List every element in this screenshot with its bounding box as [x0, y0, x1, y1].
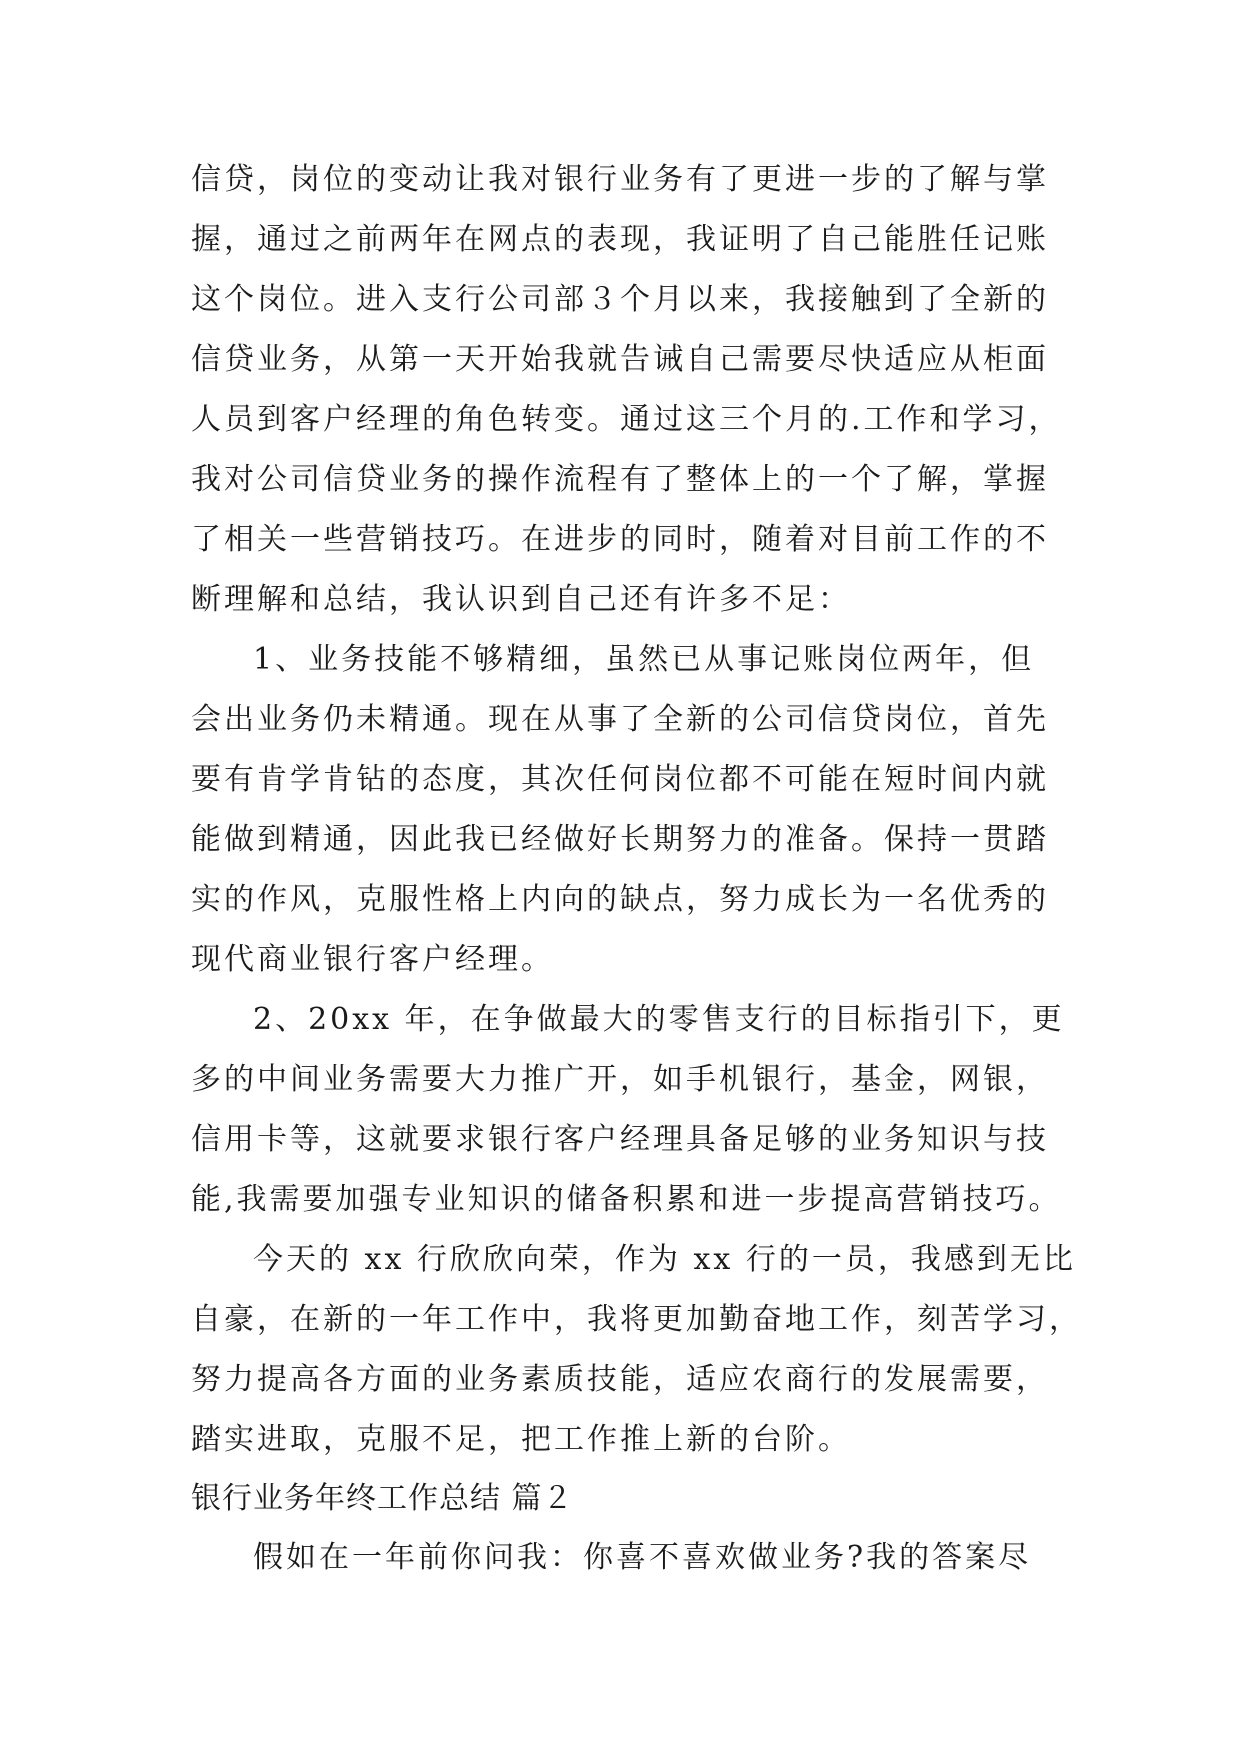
paragraph-line: 能,我需要加强专业知识的储备积累和进一步提高营销技巧。	[191, 1182, 1062, 1217]
paragraph-line: 这个岗位。进入支行公司部３个月以来，我接触到了全新的	[191, 282, 1049, 317]
paragraph-line: 信用卡等，这就要求银行客户经理具备足够的业务知识与技	[191, 1122, 1049, 1157]
paragraph-line: 踏实进取，克服不足，把工作推上新的台阶。	[191, 1422, 851, 1457]
section-heading: 银行业务年终工作总结 篇２	[191, 1481, 574, 1516]
paragraph-line: 今天的 xx 行欣欣向荣，作为 xx 行的一员，我感到无比	[253, 1242, 1076, 1277]
paragraph-line: 人员到客户经理的角色转变。通过这三个月的.工作和学习，	[191, 402, 1062, 437]
paragraph-line: 1、业务技能不够精细，虽然已从事记账岗位两年，但	[253, 642, 1035, 677]
paragraph-line: 信贷，岗位的变动让我对银行业务有了更进一步的了解与掌	[191, 162, 1049, 197]
paragraph-line: 会出业务仍未精通。现在从事了全新的公司信贷岗位，首先	[191, 702, 1049, 737]
paragraph-line: 了相关一些营销技巧。在进步的同时，随着对目前工作的不	[191, 522, 1049, 557]
paragraph-line: 断理解和总结，我认识到自己还有许多不足：	[191, 582, 851, 617]
paragraph-line: 2、20xx 年，在争做最大的零售支行的目标指引下，更	[253, 1002, 1065, 1037]
paragraph-line: 多的中间业务需要大力推广开，如手机银行，基金，网银，	[191, 1062, 1049, 1097]
paragraph-line: 现代商业银行客户经理。	[191, 942, 554, 977]
paragraph-line: 要有肯学肯钻的态度，其次任何岗位都不可能在短时间内就	[191, 762, 1049, 797]
document-body	[191, 150, 1082, 1588]
paragraph-line: 自豪，在新的一年工作中，我将更加勤奋地工作，刻苦学习，	[191, 1302, 1082, 1337]
paragraph-line: 努力提高各方面的业务素质技能，适应农商行的发展需要，	[191, 1362, 1049, 1397]
paragraph-line: 我对公司信贷业务的操作流程有了整体上的一个了解，掌握	[191, 462, 1049, 497]
paragraph-line: 假如在一年前你问我：你喜不喜欢做业务?我的答案尽	[253, 1540, 1032, 1575]
paragraph-line: 握，通过之前两年在网点的表现，我证明了自己能胜任记账	[191, 222, 1049, 257]
paragraph-line: 实的作风，克服性格上内向的缺点，努力成长为一名优秀的	[191, 882, 1049, 917]
paragraph-line: 信贷业务，从第一天开始我就告诫自己需要尽快适应从柜面	[191, 342, 1049, 377]
paragraph-line: 能做到精通，因此我已经做好长期努力的准备。保持一贯踏	[191, 822, 1049, 857]
